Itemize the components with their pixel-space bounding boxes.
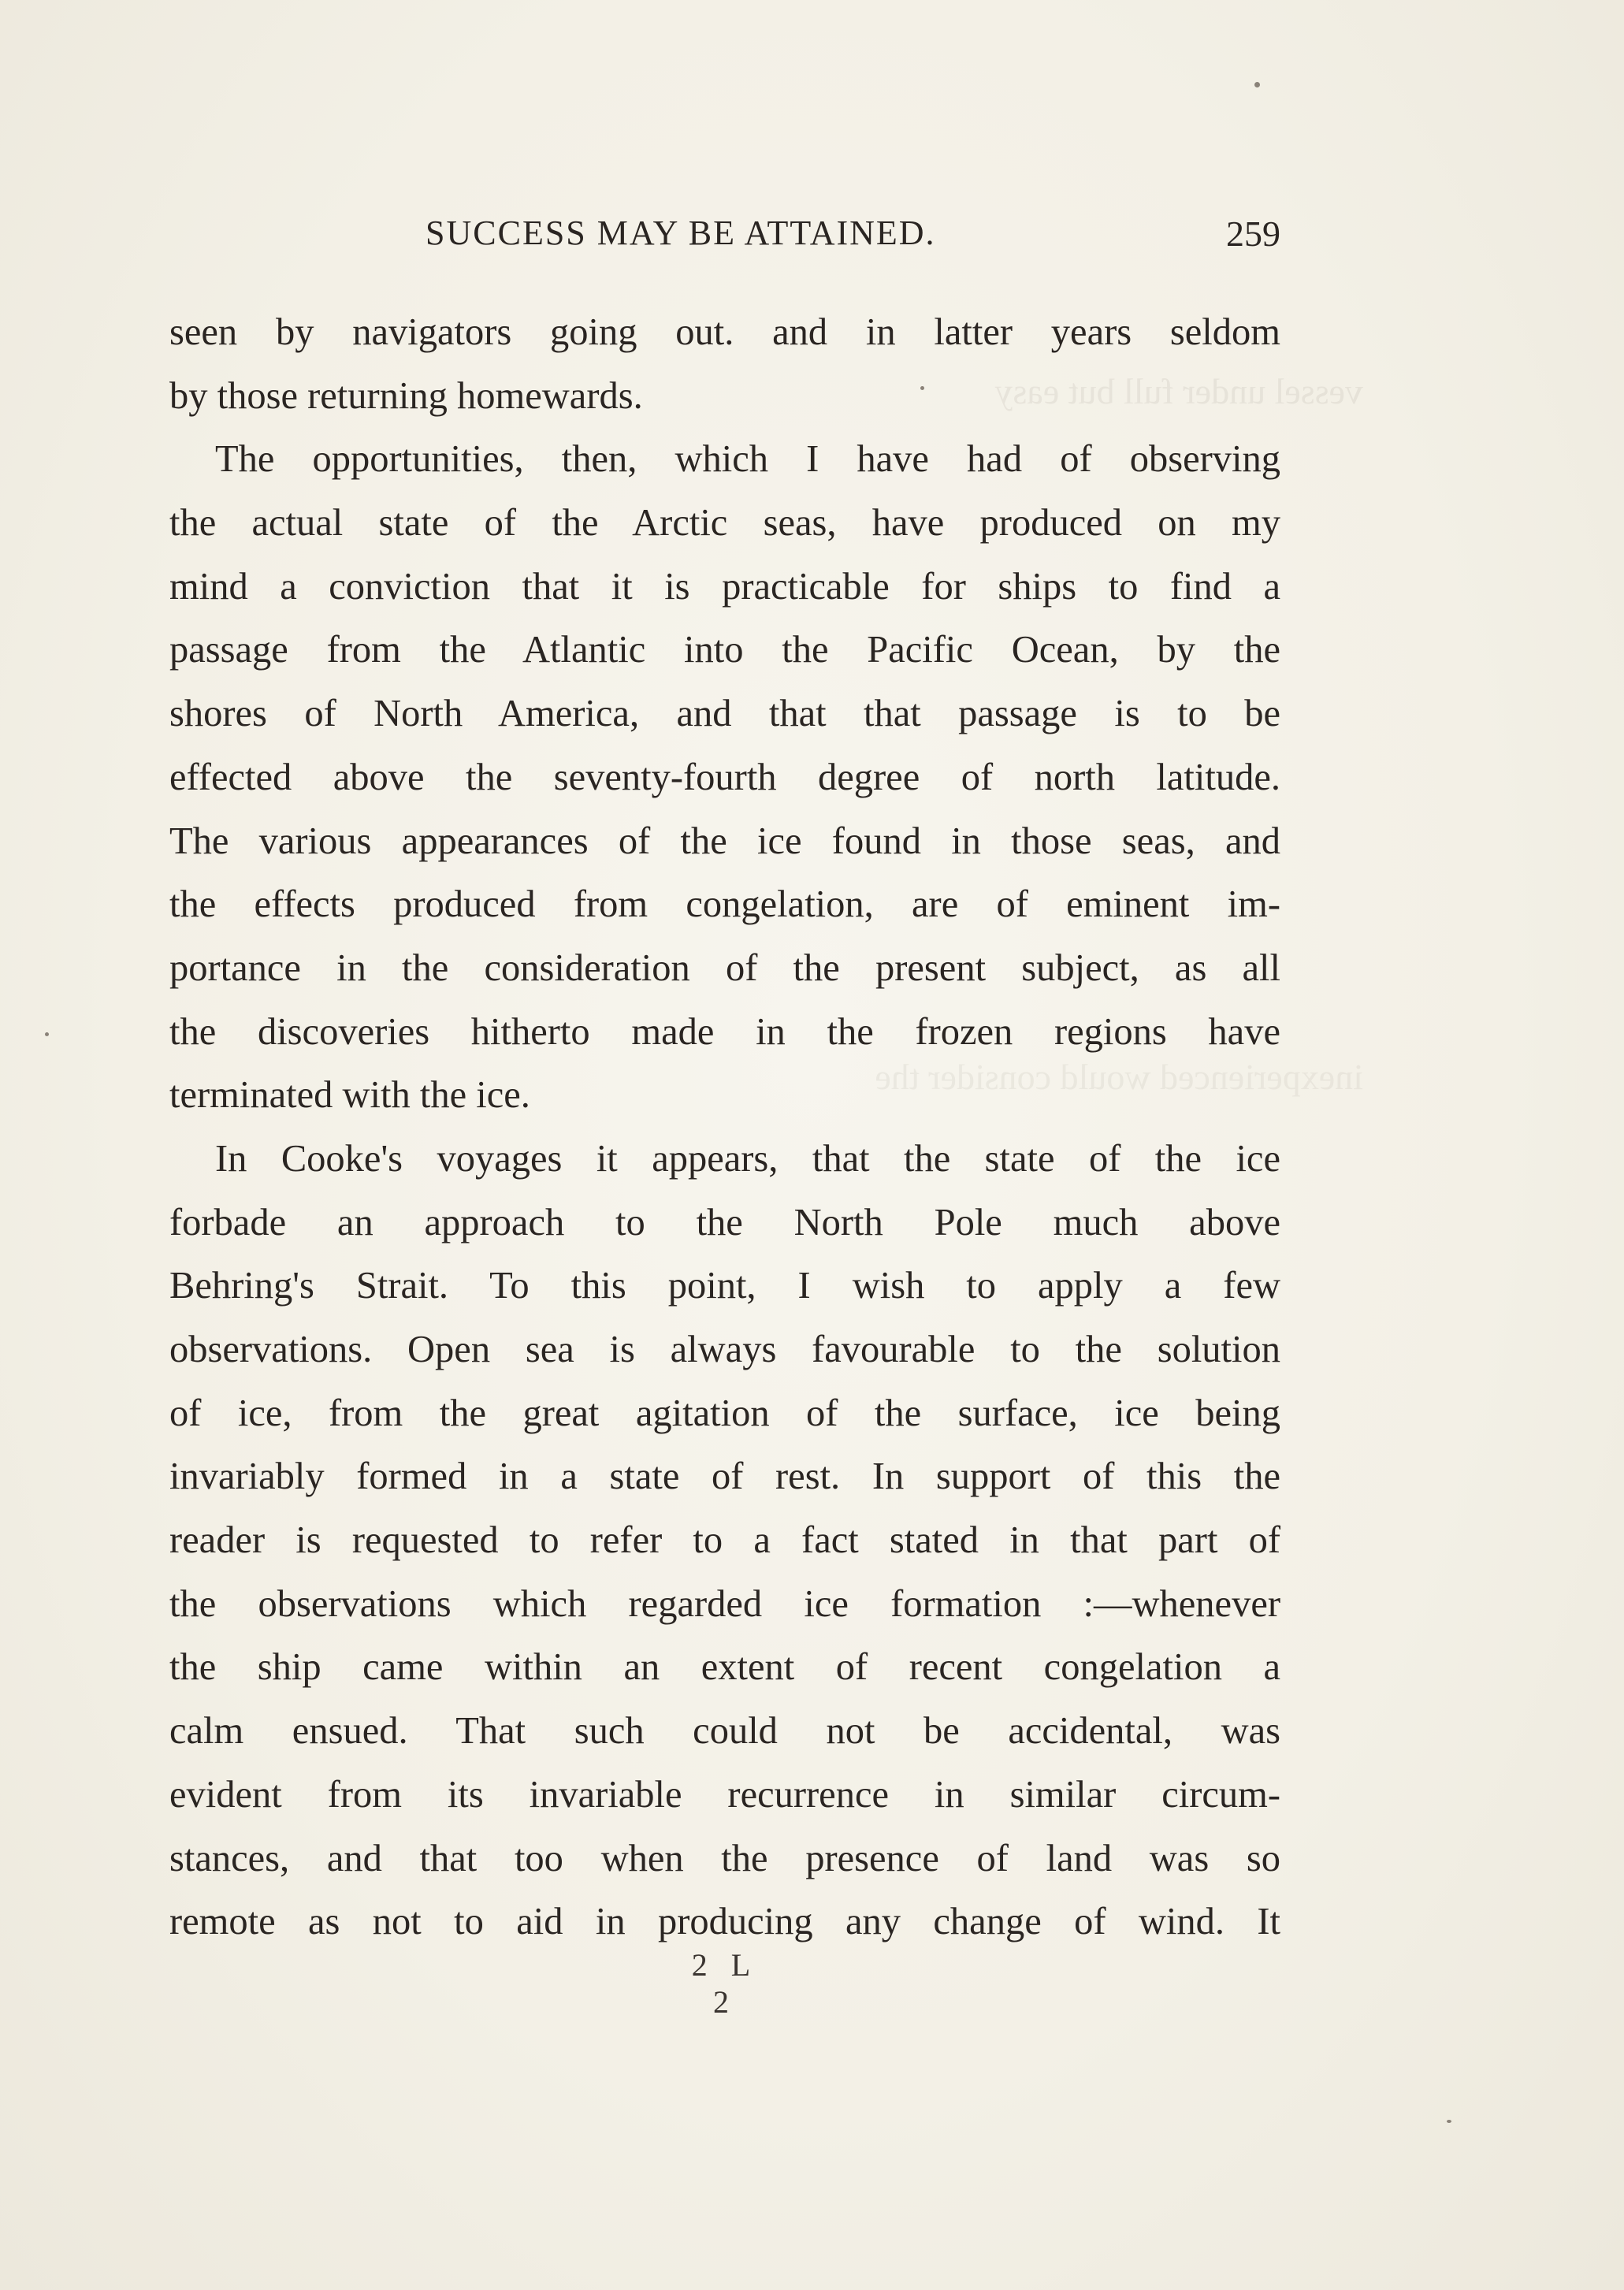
text-line: the actual state of the Arctic seas, have produced on my	[169, 502, 1280, 545]
text-line: mind a conviction that it is practicable for ships to find a	[169, 565, 1280, 608]
text-line: remote as not to aid in producing any change of wind. It	[169, 1901, 1280, 1943]
text-line: calm ensued. That such could not be accidental, was	[169, 1710, 1280, 1753]
running-head: SUCCESS MAY BE ATTAINED.	[426, 214, 936, 252]
text-line: shores of North America, and that that passage is to be	[169, 693, 1280, 735]
signature-mark: 2 L 2	[691, 1947, 759, 2020]
text-line: passage from the Atlantic into the Pacific Ocean, by the	[169, 629, 1280, 671]
paper-speck	[1447, 2120, 1451, 2123]
text-line: the observations which regarded ice formation :—whenever	[169, 1582, 1280, 1625]
text-line: the effects produced from congelation, are of eminent im-	[169, 883, 1280, 926]
text-line: The various appearances of the ice found in those seas, and	[169, 820, 1280, 862]
page-header	[169, 213, 1280, 268]
text-line: seen by navigators going out. and in latter years seldom	[169, 311, 1280, 353]
paper-speck	[45, 1032, 49, 1036]
text-line: the discoveries hitherto made in the frozen regions have	[169, 1010, 1280, 1053]
text-line: stances, and that too when the presence of land was so	[169, 1837, 1280, 1879]
text-line: the ship came within an extent of recent congelation a	[169, 1646, 1280, 1689]
text-line: observations. Open sea is always favourable to the solution	[169, 1329, 1280, 1370]
text-line: evident from its invariable recurrence in similar circum-	[169, 1773, 1280, 1816]
text-line: Behring's Strait. To this point, I wish to apply a few	[169, 1265, 1280, 1307]
paper-speck	[920, 386, 924, 390]
page-number: 259	[1226, 214, 1280, 254]
body-text	[169, 301, 1280, 1954]
text-line: portance in the consideration of the present subject, as all	[169, 946, 1280, 989]
text-line: The opportunities, then, which I have had of observing	[215, 438, 1280, 481]
text-line: by those returning homewards.	[169, 374, 643, 417]
text-line: of ice, from the great agitation of the surface, ice being	[169, 1392, 1280, 1434]
text-line: invariably formed in a state of rest. In support of this the	[169, 1455, 1280, 1498]
text-line: forbade an approach to the North Pole much above	[169, 1201, 1280, 1244]
show-through-text-middle: inexperienced would consider the	[875, 1057, 1363, 1097]
text-line: reader is requested to refer to a fact stated in that part of	[169, 1519, 1280, 1562]
text-line: terminated with the ice.	[169, 1074, 530, 1117]
text-line: effected above the seventy-fourth degree of north latitude.	[169, 756, 1280, 798]
show-through-text-top: vessel under full but easy	[994, 371, 1363, 411]
text-line: In Cooke's voyages it appears, that the state of the ice	[215, 1137, 1280, 1180]
paper-speck	[1254, 82, 1260, 87]
